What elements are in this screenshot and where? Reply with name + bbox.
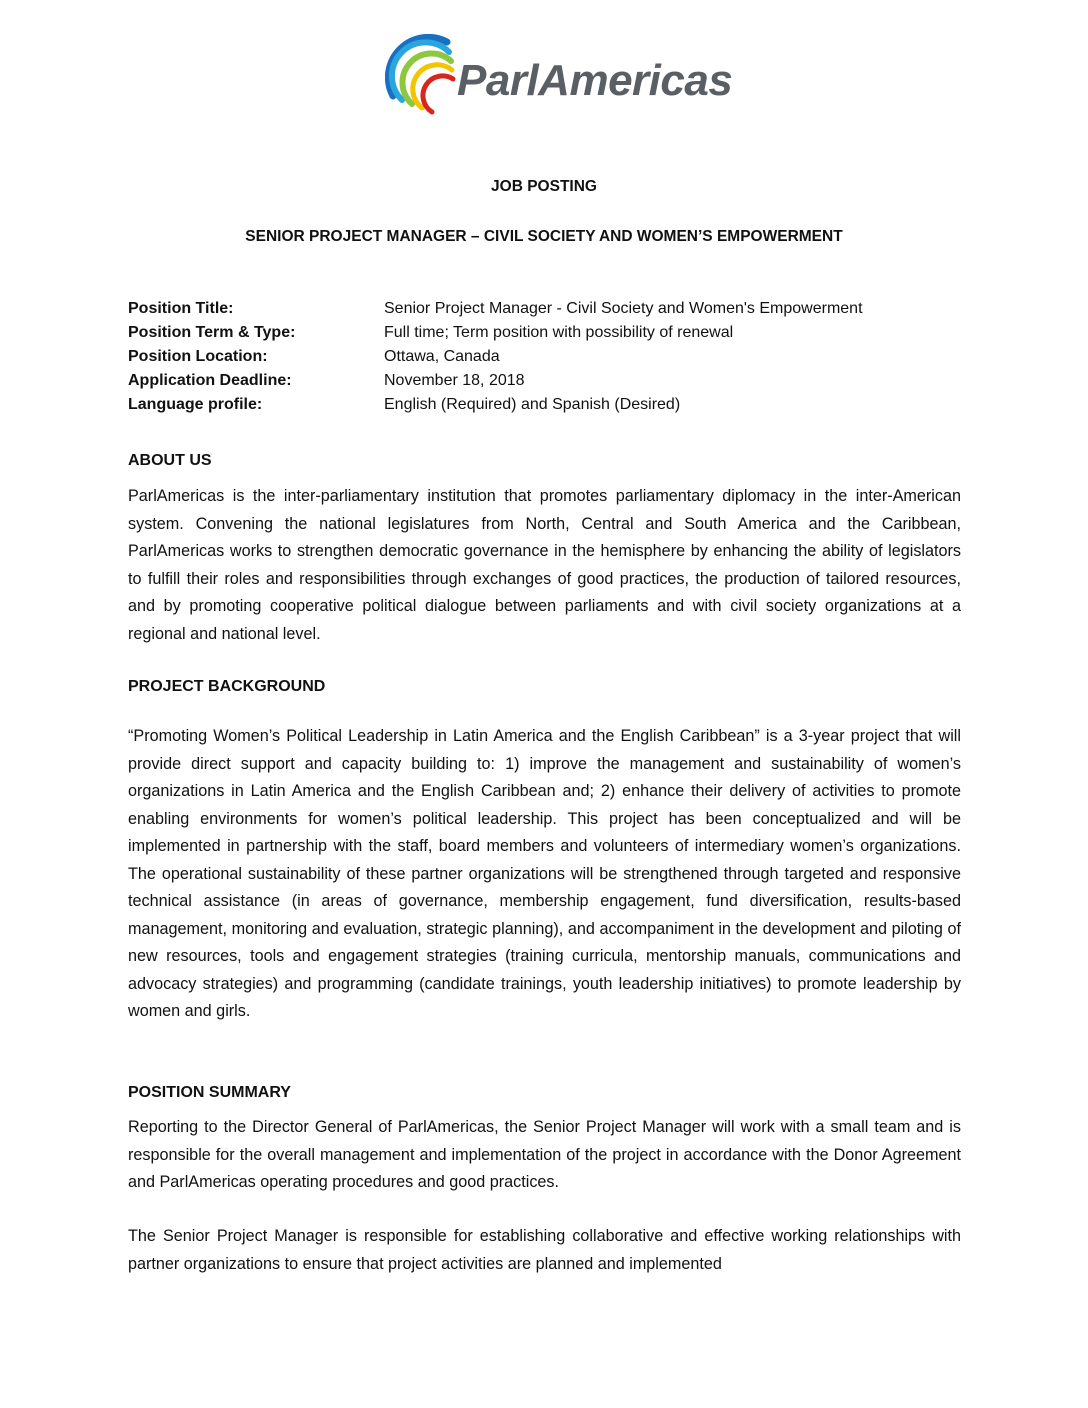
about-us-paragraph: ParlAmericas is the inter-parliamentary institution that promotes parliamentary diplomacy in the inter-American system. Convening the national legislatures from North, Central and South America and the Caribbean, ParlAmericas works to strengthen democratic governance in the hemisphere by enhancing the ability of legislators to fulfill their roles and responsibilities through exchanges of good practices, the production of tailored resources, and by promoting cooperative political dialogue between parliaments and with civil society organizations at a regional and national level. <box>128 487 961 643</box>
detail-row <box>128 345 968 369</box>
detail-label: Position Term & Type: <box>128 324 296 341</box>
position-summary-paragraph: Reporting to the Director General of ParlAmericas, the Senior Project Manager will work with a small team and is responsible for the overall management and implementation of the project in accordance with the Donor Agreement and ParlAmericas operating procedures and good practices. <box>128 1118 961 1191</box>
detail-label: Language profile: <box>128 396 263 413</box>
position-heading: SENIOR PROJECT MANAGER – CIVIL SOCIETY AND WOMEN’S EMPOWERMENT <box>245 228 843 245</box>
detail-row <box>128 393 968 417</box>
project-background-paragraph: “Promoting Women’s Political Leadership in Latin America and the English Caribbean” is a 3-year project that will provide direct support and capacity building to: 1) improve the management and sustainability of women’s organizations in Latin America and the English Caribbean and; 2) enhance their delivery of activities to promote enabling environments for women’s political leadership. This project has been conceptualized and will be implemented in partnership with the staff, board members and volunteers of intermediary women’s organizations. The operational sustainability of these partner organizations will be strengthened through targeted and responsive technical assistance (in areas of governance, membership engagement, fund diversification, results-based management, monitoring and evaluation, strategic planning), and accompaniment in the development and piloting of new resources, tools and engagement strategies (training curricula, mentorship manuals, communications and advocacy strategies) and programming (candidate trainings, youth leadership initiatives) to promote leadership by women and girls. <box>128 727 961 1020</box>
detail-row <box>128 369 968 393</box>
detail-value: Senior Project Manager - Civil Society and Women's Empowerment <box>384 300 863 317</box>
parlamericas-logo <box>385 34 745 124</box>
position-summary-paragraph-2: The Senior Project Manager is responsible for establishing collaborative and effective working relationships with partner organizations to ensure that project activities are planned and implemented <box>128 1227 961 1273</box>
detail-value: November 18, 2018 <box>384 372 525 389</box>
position-summary-heading: POSITION SUMMARY <box>128 1084 291 1101</box>
job-posting-title: JOB POSTING <box>491 178 597 195</box>
detail-row <box>128 321 968 345</box>
detail-value: Ottawa, Canada <box>384 348 500 365</box>
position-details <box>128 297 968 417</box>
about-us-heading: ABOUT US <box>128 452 212 469</box>
detail-value: English (Required) and Spanish (Desired) <box>384 396 681 413</box>
detail-label: Position Location: <box>128 348 268 365</box>
detail-value: Full time; Term position with possibility of renewal <box>384 324 734 341</box>
detail-label: Application Deadline: <box>128 372 292 389</box>
detail-row <box>128 297 968 321</box>
logo-wordmark: ParlAmericas <box>457 56 733 105</box>
detail-label: Position Title: <box>128 300 234 317</box>
project-background-heading: PROJECT BACKGROUND <box>128 678 326 695</box>
